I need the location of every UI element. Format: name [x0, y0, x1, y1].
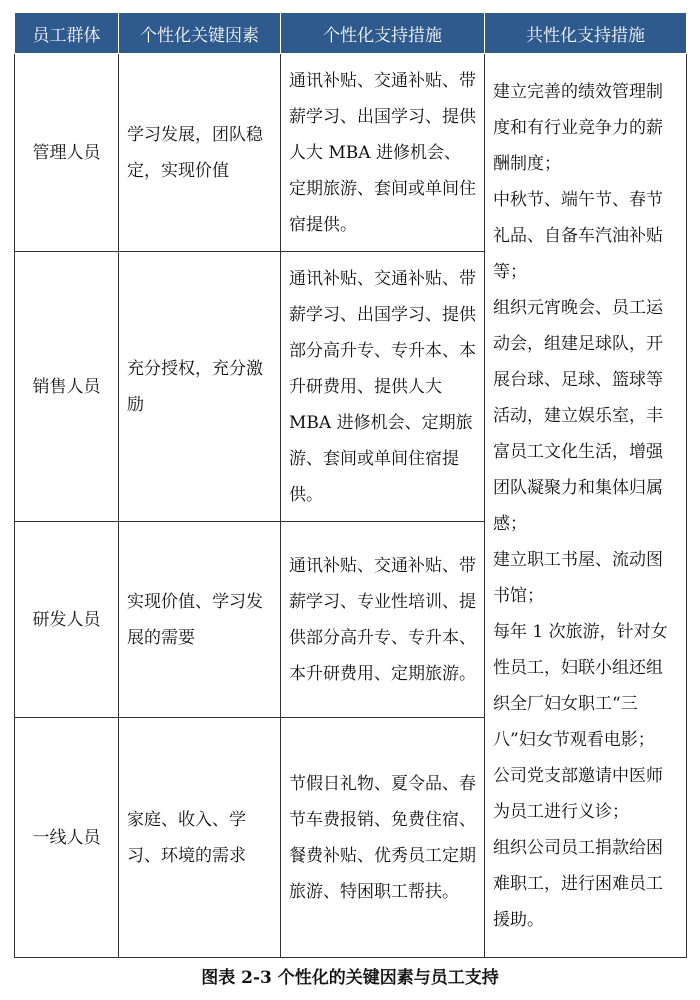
group-cell: 一线人员 — [15, 718, 119, 958]
common-item: 建立完善的绩效管理制度和有行业竞争力的薪酬制度； — [493, 81, 663, 174]
header-group: 员工群体 — [15, 13, 119, 54]
table-row — [15, 54, 687, 252]
header-factor: 个性化关键因素 — [119, 13, 281, 54]
group-cell: 管理人员 — [15, 54, 119, 252]
factor-cell: 学习发展，团队稳定，实现价值 — [119, 54, 281, 252]
group-cell: 研发人员 — [15, 522, 119, 718]
common-item: 每年 1 次旅游，针对女性员工，妇联小组还组织全厂妇女职工“三八”妇女节观看电影； — [493, 621, 668, 750]
header-measures: 个性化支持措施 — [281, 13, 485, 54]
measures-cell: 节假日礼物、夏令品、春节车费报销、免费住宿、餐费补贴、优秀员工定期旅游、特困职工帮扶。 — [281, 718, 485, 958]
factor-cell: 实现价值、学习发展的需要 — [119, 522, 281, 718]
header-row — [15, 13, 687, 54]
measures-cell: 通讯补贴、交通补贴、带薪学习、出国学习、提供部分高升专、专升本、本升研费用、提供人大 MBA 进修机会、定期旅游、套间或单间住宿提供。 — [281, 252, 485, 522]
measures-cell: 通讯补贴、交通补贴、带薪学习、出国学习、提供人大 MBA 进修机会、定期旅游、套间或单间住宿提供。 — [281, 54, 485, 252]
common-measures-cell — [485, 54, 687, 958]
common-item: 建立职工书屋、流动图书馆； — [493, 549, 663, 606]
header-common: 共性化支持措施 — [485, 13, 687, 54]
factor-cell: 家庭、收入、学习、环境的需求 — [119, 718, 281, 958]
factor-cell: 充分授权，充分激励 — [119, 252, 281, 522]
support-table — [14, 12, 687, 958]
figure-caption: 图表 2-3 个性化的关键因素与员工支持 — [201, 968, 499, 988]
common-item: 中秋节、端午节、春节礼品、自备车汽油补贴等； — [493, 189, 663, 282]
group-cell: 销售人员 — [15, 252, 119, 522]
common-item: 组织公司员工捐款给困难职工，进行困难员工援助。 — [493, 837, 663, 930]
common-item: 公司党支部邀请中医师为员工进行义诊； — [493, 765, 663, 822]
measures-cell: 通讯补贴、交通补贴、带薪学习、专业性培训、提供部分高升专、专升本、本升研费用、定期旅游。 — [281, 522, 485, 718]
common-item: 组织元宵晚会、员工运动会，组建足球队，开展台球、足球、篮球等活动，建立娱乐室，丰富员工文化生活，增强团队凝聚力和集体归属感； — [493, 297, 663, 534]
